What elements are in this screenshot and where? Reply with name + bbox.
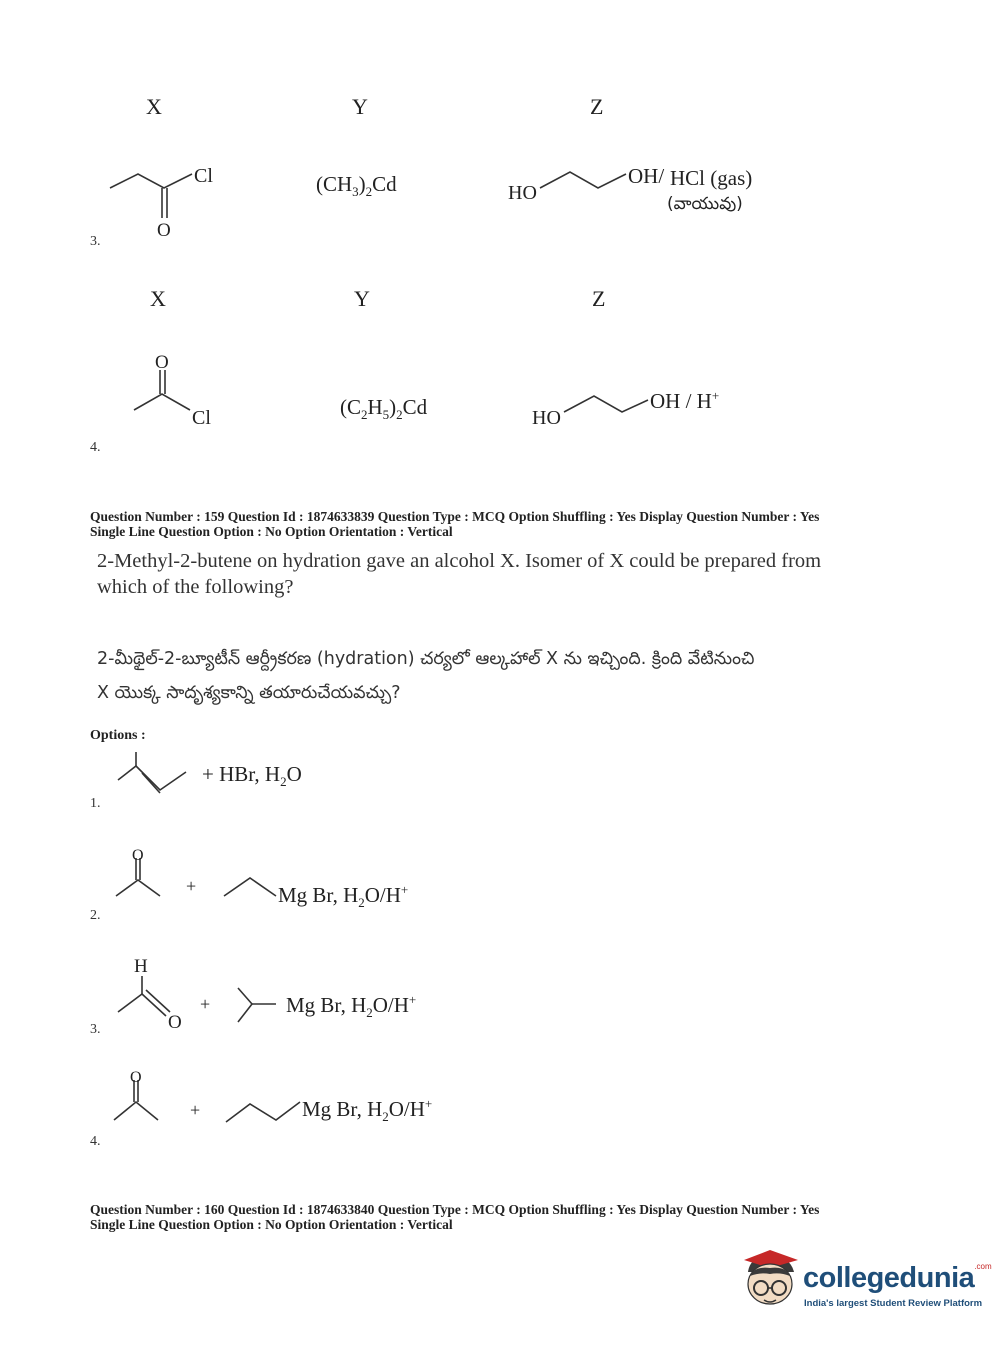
question-text-line2: which of the following? <box>97 576 294 598</box>
options-label: Options : <box>90 728 146 743</box>
question-meta-line2: Single Line Question Option : No Option Orientation : Vertical <box>90 524 453 539</box>
atom-o: O <box>157 220 171 241</box>
option-number: 1. <box>90 796 101 811</box>
option-number: 3. <box>90 234 101 249</box>
question-meta <box>90 509 819 539</box>
plus-sign: + <box>186 876 197 896</box>
atom-o: O <box>155 352 169 373</box>
z-reagent-note: (వాయువు) <box>667 194 743 214</box>
atom-o: O <box>130 1069 142 1086</box>
label-z: Z <box>590 94 604 119</box>
atom-ho: HO <box>532 407 561 429</box>
logo-tagline: India's largest Student Review Platform <box>804 1298 983 1309</box>
atom-ho: HO <box>508 182 537 204</box>
question-text-english <box>97 548 821 600</box>
plus-sign: + <box>200 994 211 1014</box>
option-number: 2. <box>90 908 101 923</box>
option-4-reagent: Mg Br, $H_2O/H^+$ <box>302 1096 433 1125</box>
label-z: Z <box>592 286 606 311</box>
question-meta <box>90 1202 819 1232</box>
option-number: 4. <box>90 1134 101 1149</box>
option-1-reagent: + HBr, $H_2O$ <box>202 762 302 790</box>
logo-name: collegedunia <box>803 1262 975 1294</box>
atom-h: H <box>134 956 148 977</box>
option-2-reagent: Mg Br, $H_2O/H^+$ <box>278 882 409 911</box>
question-meta-line1: Question Number : 160 Question Id : 1874633840 Question Type : MCQ Option Shuffling : Yes Display Question Number : Yes <box>90 1202 820 1217</box>
question-text-telugu <box>97 642 754 710</box>
logo-suffix: .com <box>974 1262 992 1271</box>
label-y: Y <box>352 94 368 119</box>
question-meta-line2: Single Line Question Option : No Option Orientation : Vertical <box>90 1217 453 1232</box>
z-oh-acid: OH / H+ <box>650 388 720 413</box>
diethylcadmium-formula: $(C_2H_5)_2Cd$ <box>340 395 428 423</box>
mascot-icon <box>740 1250 802 1312</box>
question-meta-line1: Question Number : 159 Question Id : 1874633839 Question Type : MCQ Option Shuffling : Yes Display Question Number : Yes <box>90 509 820 524</box>
label-y: Y <box>354 286 370 311</box>
option-number: 4. <box>90 440 101 455</box>
atom-cl: Cl <box>194 165 213 187</box>
question-text-telugu-line1: 2-మీథైల్-2-బ్యూటీన్ ఆర్ద్రీకరణ (hydration) చర్యలో ఆల్కహాల్ X ను ఇచ్చింది. క్రింది వేటినుంచి <box>97 649 755 669</box>
option-number: 3. <box>90 1022 101 1037</box>
z-oh-group: OH/ <box>628 164 665 188</box>
propyl-group-structure <box>0 0 1 1</box>
label-x: X <box>150 286 166 311</box>
question-text-line1: 2-Methyl-2-butene on hydration gave an alcohol X. Isomer of X could be prepared from <box>97 550 822 572</box>
dimethylcadmium-formula: $(CH_3)_2Cd$ <box>316 172 397 200</box>
atom-o: O <box>168 1012 182 1033</box>
atom-o: O <box>132 847 144 864</box>
z-reagent: HCl (gas) <box>670 166 753 190</box>
atom-cl: Cl <box>192 407 211 429</box>
question-text-telugu-line2: X యొక్క సాదృశ్యకాన్ని తయారుచేయవచ్చు? <box>97 683 401 703</box>
plus-sign: + <box>190 1100 201 1120</box>
label-x: X <box>146 94 162 119</box>
option-3-reagent: Mg Br, $H_2O/H^+$ <box>286 992 417 1021</box>
